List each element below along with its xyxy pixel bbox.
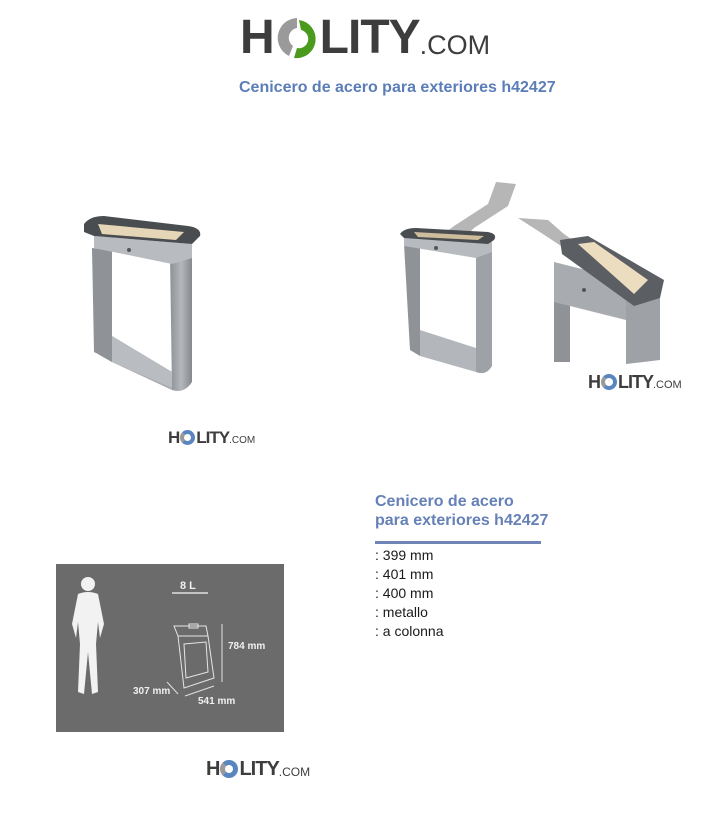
- holity-logo[interactable]: [240, 11, 491, 64]
- product-details-title-line2: para exteriores h42427: [375, 512, 549, 529]
- watermark-letter-h: H: [168, 428, 180, 447]
- watermark-o-icon: [601, 374, 617, 390]
- depth-dimension-label: 307 mm: [133, 686, 171, 697]
- product-details-title: [375, 492, 575, 530]
- watermark-o-icon: [180, 430, 195, 445]
- watermark-tld: .COM: [229, 435, 256, 446]
- dimensions-diagram[interactable]: [56, 564, 284, 732]
- logo-letter-h: H: [240, 11, 274, 64]
- product-image-front[interactable]: [80, 212, 205, 394]
- person-silhouette-icon: [72, 577, 104, 694]
- watermark-letters-lity: LITY: [618, 372, 653, 392]
- spec-item-type: : a colonna: [375, 623, 444, 639]
- watermark-o-icon: [220, 760, 238, 778]
- watermark-logo-2: [588, 372, 682, 392]
- page-title: Cenicero de acero para exteriores h42427: [239, 79, 556, 96]
- watermark-tld: .COM: [653, 379, 682, 391]
- title-divider: [375, 541, 541, 544]
- logo-tld: .COM: [419, 30, 491, 60]
- watermark-letter-h: H: [588, 372, 600, 392]
- watermark-letters-lity: LITY: [239, 758, 279, 780]
- product-image-open[interactable]: [398, 180, 668, 375]
- watermark-tld: .COM: [278, 765, 311, 779]
- spec-item-depth: : 401 mm: [375, 566, 434, 582]
- watermark-logo-1: [168, 429, 255, 447]
- watermark-letters-lity: LITY: [196, 428, 230, 447]
- spec-item-width: : 399 mm: [375, 547, 434, 563]
- capacity-label: 8 L: [180, 580, 196, 592]
- logo-letters-lity: LITY: [319, 11, 420, 64]
- watermark-letter-h: H: [206, 758, 220, 780]
- product-details-title-line1: Cenicero de acero: [375, 493, 514, 510]
- width-dimension-label: 541 mm: [198, 696, 236, 707]
- height-dimension-label: 784 mm: [228, 641, 266, 652]
- logo-o-icon: [275, 15, 319, 61]
- spec-item-height: : 400 mm: [375, 585, 434, 601]
- watermark-logo-3: [206, 758, 310, 780]
- spec-item-material: : metallo: [375, 604, 428, 620]
- spec-list: [375, 546, 444, 641]
